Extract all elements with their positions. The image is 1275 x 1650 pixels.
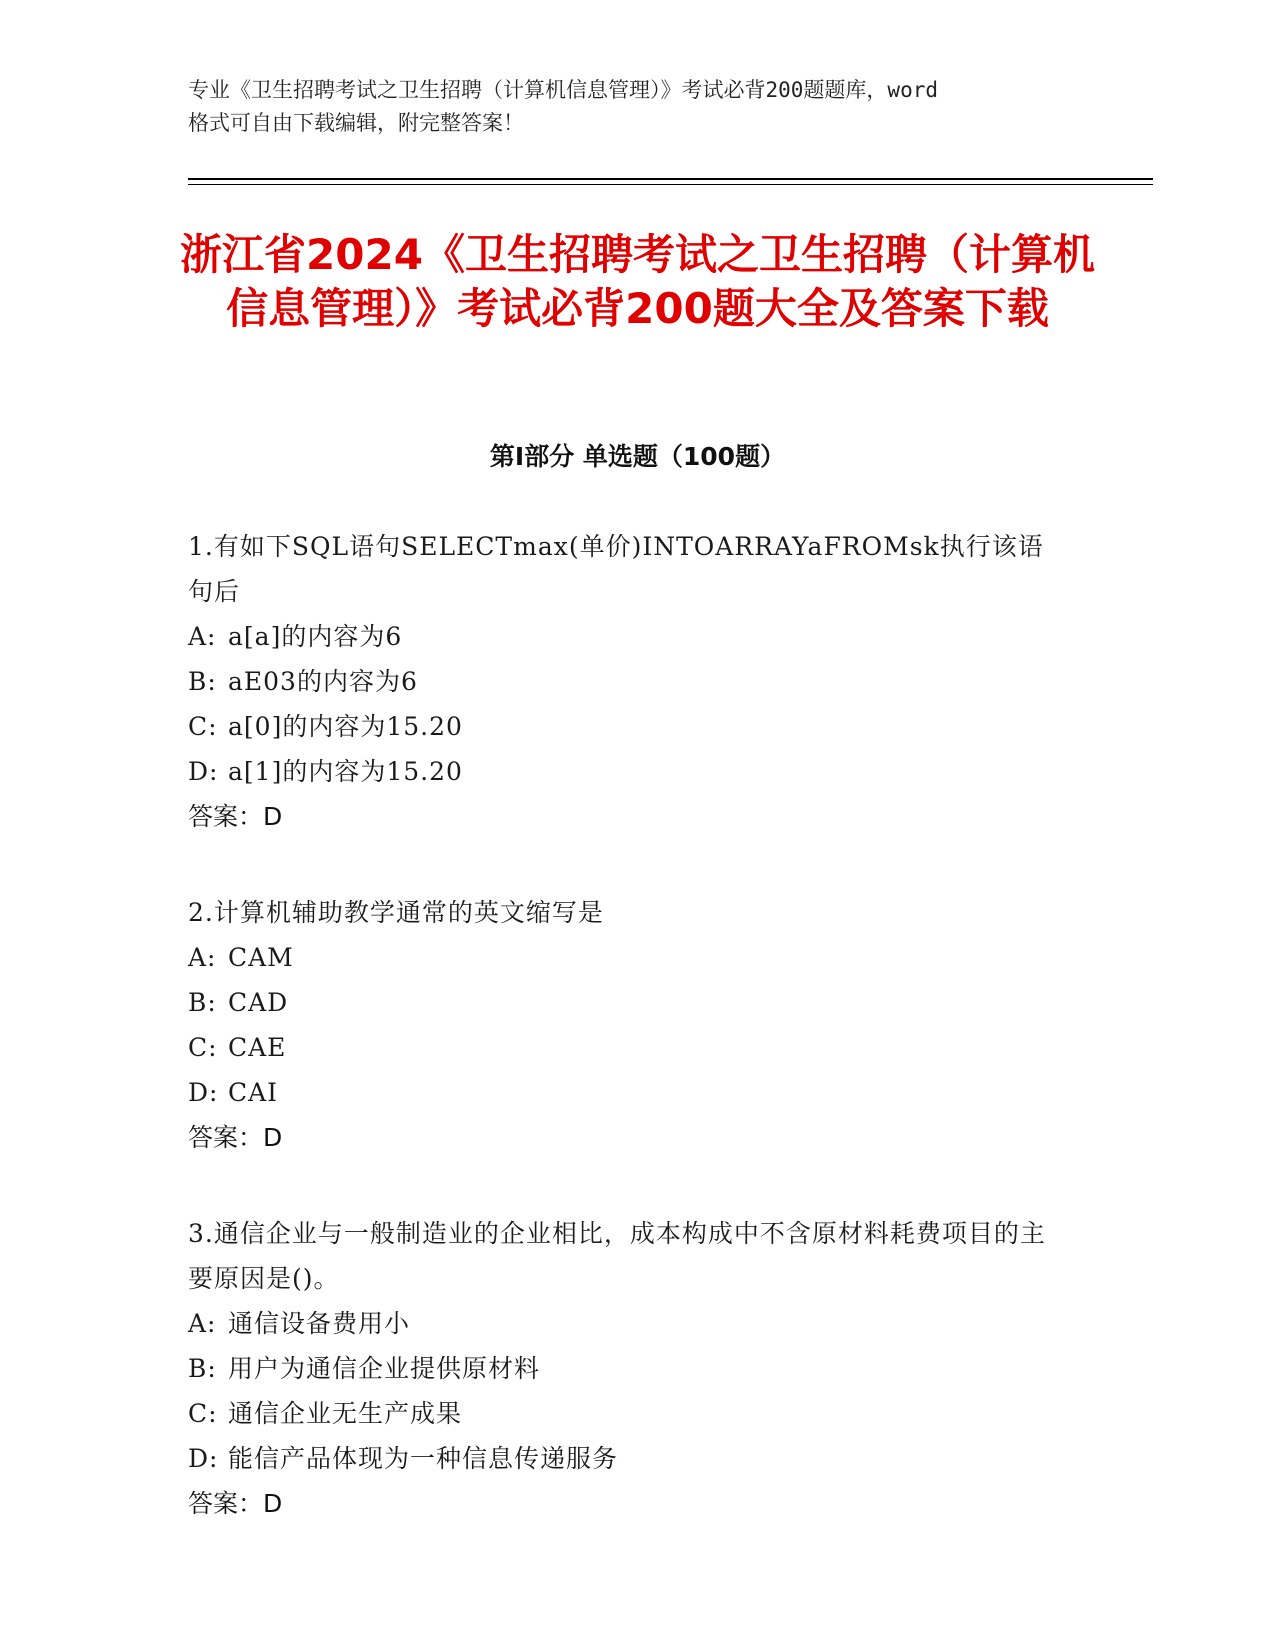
question-text: 2.计算机辅助教学通常的英文缩写是 [188,898,604,927]
option-text: 通信企业无生产成果 [228,1399,463,1428]
header-note: 专业《卫生招聘考试之卫生招聘（计算机信息管理）》考试必背200题题库，word 格式可自由下载编辑，附完整答案！ [188,78,938,135]
option-letter: A: [188,622,217,651]
question-text: 1.有如下SQL语句SELECTmax(单价)INTOARRAYaFROMsk执行该语句后 [188,532,1044,606]
option-text: a[1]的内容为15.20 [228,757,463,786]
option-c [188,704,1068,749]
option-text: CAD [228,988,289,1017]
option-letter: B: [188,1354,217,1383]
option-letter: A: [188,943,217,972]
option-text: CAE [228,1033,287,1062]
option-letter: A: [188,1309,217,1338]
option-letter: D: [188,1078,219,1107]
option-c [188,1025,1068,1070]
option-text: CAI [228,1078,279,1107]
option-a [188,1301,1068,1346]
answer-text: 答案：D [188,802,283,831]
header-divider-thin [188,184,1153,185]
question-text: 3.通信企业与一般制造业的企业相比，成本构成中不含原材料耗费项目的主要原因是()。 [188,1219,1046,1293]
option-letter: C: [188,712,218,741]
header-divider [188,178,1153,180]
option-letter: C: [188,1033,218,1062]
option-b [188,659,1068,704]
option-letter: B: [188,667,217,696]
answer-text: 答案：D [188,1123,283,1152]
section-title: 第Ⅰ部分 单选题（100题） [489,442,786,471]
question-3 [188,1211,1068,1526]
option-d [188,749,1068,794]
question-list [188,524,1068,1577]
option-text: 能信产品体现为一种信息传递服务 [228,1444,619,1473]
option-a [188,614,1068,659]
option-text: CAM [228,943,294,972]
option-text: 通信设备费用小 [228,1309,411,1338]
option-letter: D: [188,1444,219,1473]
document-title: 浙江省2024《卫生招聘考试之卫生招聘（计算机信息管理）》考试必背200题大全及答案下载 [180,230,1095,333]
option-b [188,1346,1068,1391]
option-a [188,935,1068,980]
option-text: a[a]的内容为6 [228,622,403,651]
option-c [188,1391,1068,1436]
answer-text: 答案：D [188,1489,283,1518]
option-text: a[0]的内容为15.20 [228,712,463,741]
option-d [188,1070,1068,1115]
option-text: 用户为通信企业提供原材料 [228,1354,541,1383]
option-letter: B: [188,988,217,1017]
question-1 [188,524,1068,839]
option-d [188,1436,1068,1481]
option-letter: D: [188,757,219,786]
option-b [188,980,1068,1025]
option-letter: C: [188,1399,218,1428]
option-text: aE03的内容为6 [228,667,418,696]
question-2 [188,890,1068,1160]
